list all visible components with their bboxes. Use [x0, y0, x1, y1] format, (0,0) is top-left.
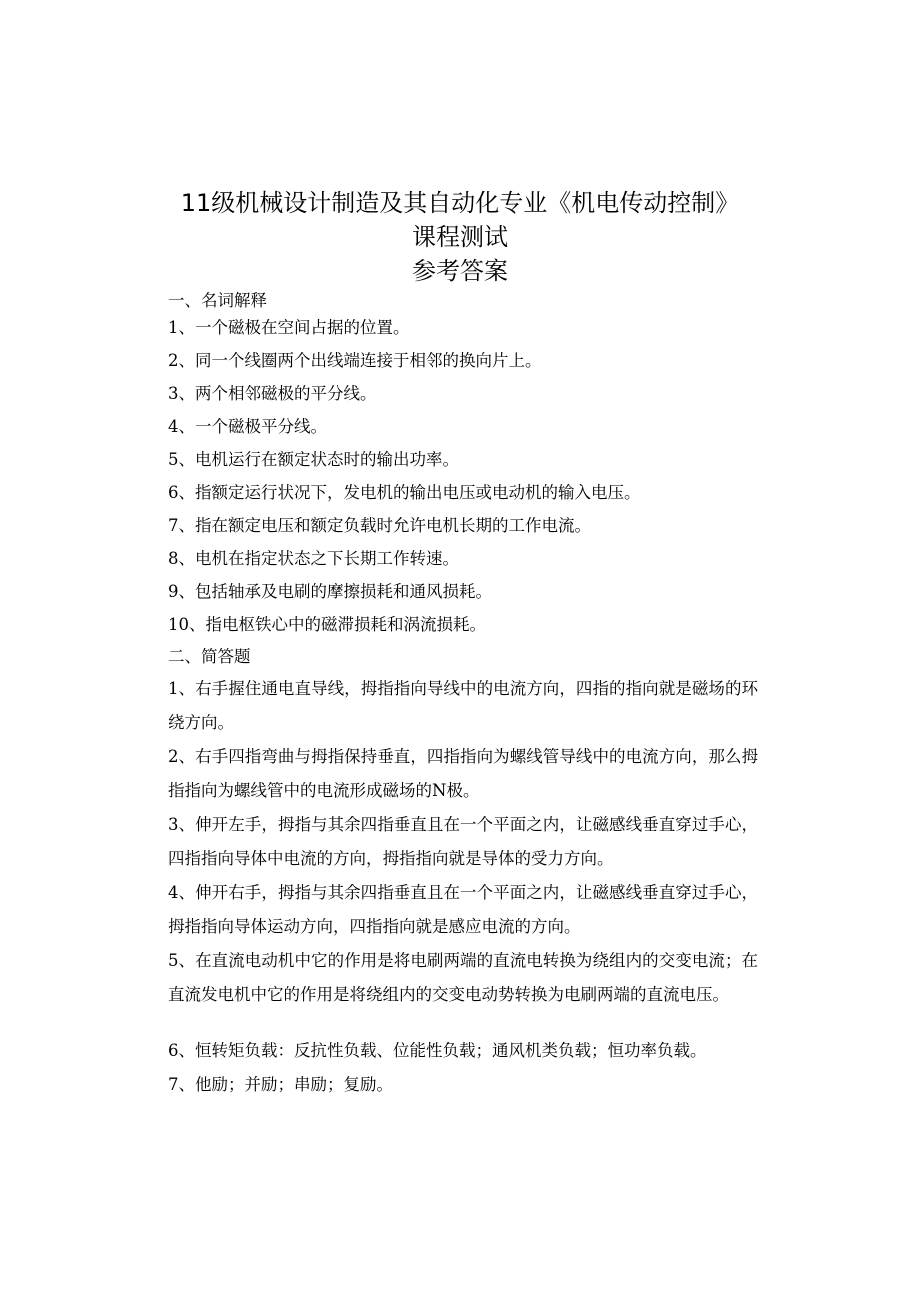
answer-item: 5、在直流电动机中它的作用是将电刷两端的直流电转换为绕组内的交变电流；在直流发电机中它的作用是将绕组内的交变电动势转换为电刷两端的直流电压。 [168, 951, 758, 1004]
answer-item: 2、右手四指弯曲与拇指保持垂直，四指指向为螺线管导线中的电流方向，那么拇指指向为螺线管中的电流形成磁场的N极。 [168, 747, 758, 800]
section-heading-definitions: 一、名词解释 [168, 291, 267, 310]
definition-item: 2、同一个线圈两个出线端连接于相邻的换向片上。 [168, 351, 542, 370]
document-title: 11级机械设计制造及其自动化专业《机电传动控制》 [180, 189, 740, 217]
definition-item: 10、指电枢铁心中的磁滞损耗和涡流损耗。 [168, 615, 486, 634]
definition-item: 4、一个磁极平分线。 [168, 417, 327, 436]
document-subtitle-answers: 参考答案 [412, 257, 508, 285]
definition-item: 3、两个相邻磁极的平分线。 [168, 384, 377, 403]
section-heading-short-answer: 二、简答题 [168, 647, 251, 666]
definition-item: 1、一个磁极在空间占据的位置。 [168, 318, 410, 337]
definition-item: 9、包括轴承及电刷的摩擦损耗和通风损耗。 [168, 582, 492, 601]
definition-item: 8、电机在指定状态之下长期工作转速。 [168, 549, 459, 568]
definition-item: 7、指在额定电压和额定负载时允许电机长期的工作电流。 [168, 516, 591, 535]
answer-item: 3、伸开左手，拇指与其余四指垂直且在一个平面之内，让磁感线垂直穿过手心，四指指向导体中电流的方向，拇指指向就是导体的受力方向。 [168, 815, 758, 868]
definition-item: 5、电机运行在额定状态时的输出功率。 [168, 450, 459, 469]
answer-item: 6、恒转矩负载：反抗性负载、位能性负载；通风机类负载；恒功率负载。 [168, 1041, 707, 1060]
document-subtitle: 课程测试 [412, 223, 508, 251]
answer-item: 1、右手握住通电直导线，拇指指向导线中的电流方向，四指的指向就是磁场的环绕方向。 [168, 679, 758, 732]
answer-item: 4、伸开右手，拇指与其余四指垂直且在一个平面之内，让磁感线垂直穿过手心，拇指指向导体运动方向，四指指向就是感应电流的方向。 [168, 883, 758, 936]
answer-item: 7、他励；并励；串励；复励。 [168, 1075, 393, 1094]
definition-item: 6、指额定运行状况下，发电机的输出电压或电动机的输入电压。 [168, 483, 641, 502]
